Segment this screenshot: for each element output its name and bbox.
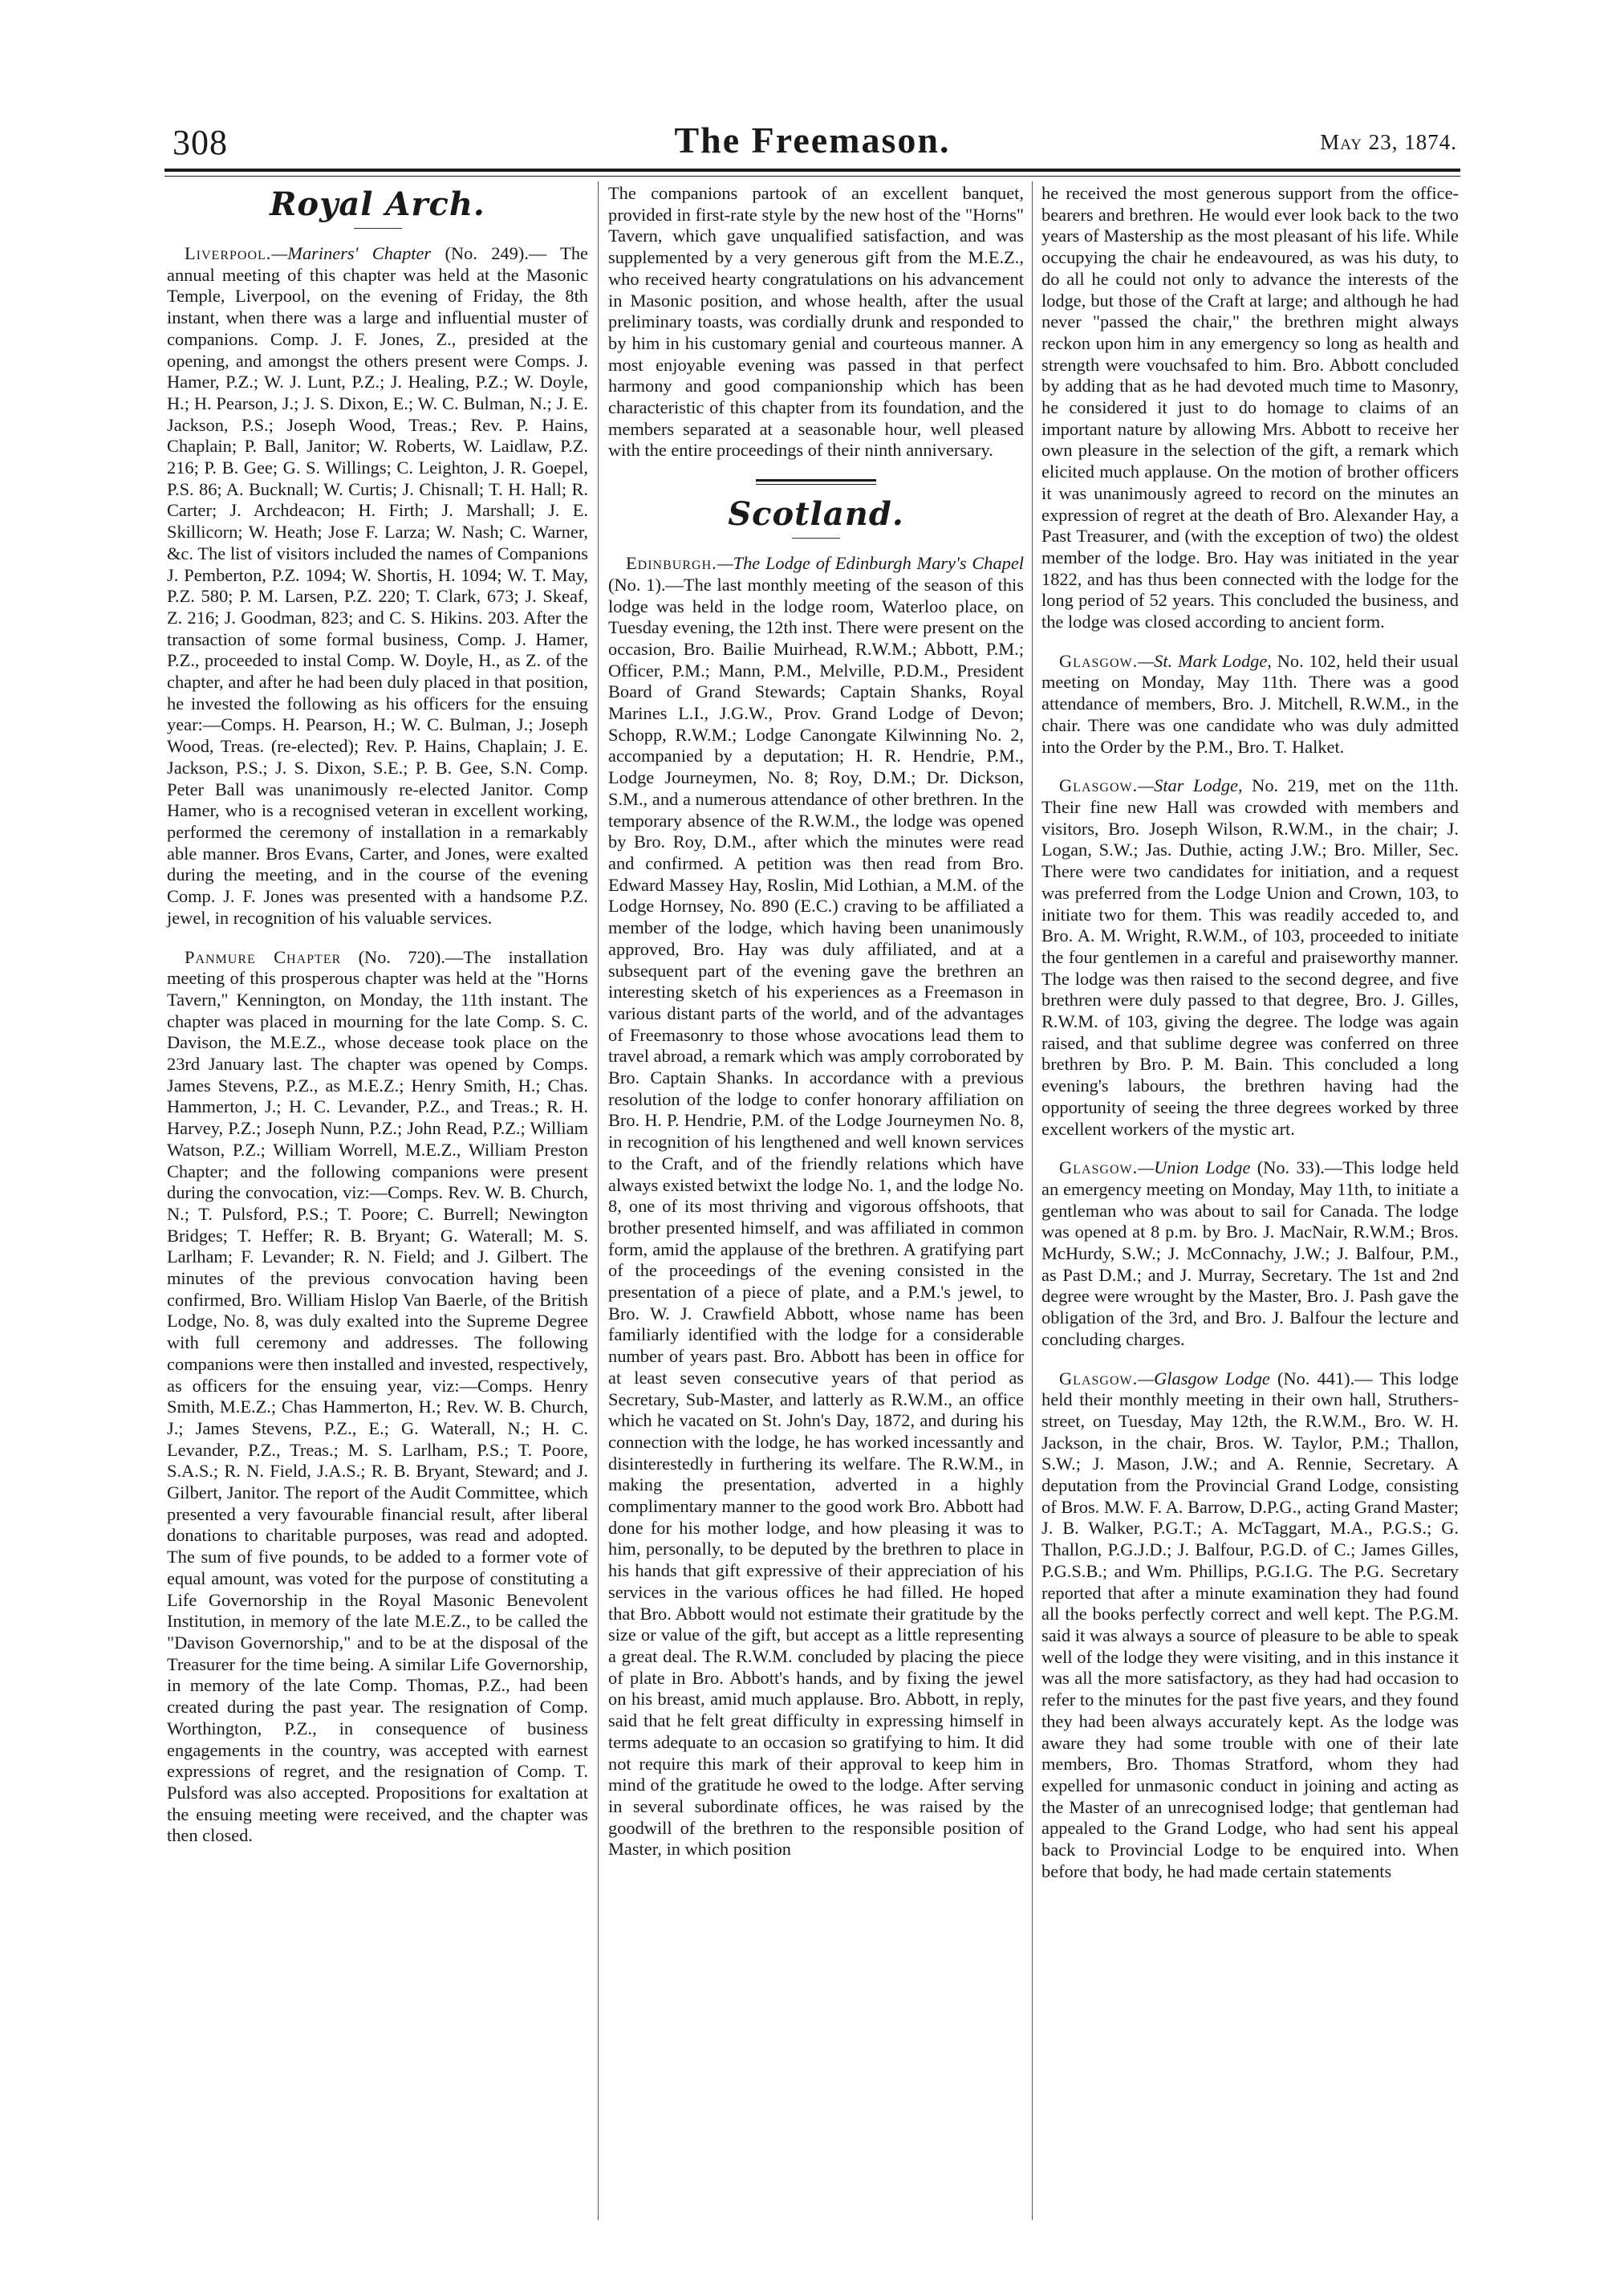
article-body: No. 219, met on the 11th. Their fine new Hall was crowded with members and visitors, Bro. Joseph Wilson, R.W.M., in the chair; J. Logan, S.W.; Jas. Duthie, acting J.W.; Bro. Miller, Sec. There were two candidates for initiation, and a request was preferred from the Lodge Union and Crown, 103, to initiate two for them. This was readily acceded to, and Bro. A. M. Wright, R.W.M., of 103, proceeded to initiate the four gentlemen in a careful and praiseworthy manner. The lodge was then raised to the second degree, and five brethren were duly passed to that degree, Bro. J. Gilles, R.W.M. of 103, giving the degree. The lodge was again raised, and that sublime degree was conferred on three brethren by Bro. P. M. Bain. This concluded a long evening's labours, the brethren having had the opportunity of seeing the three degrees worked by three excellent workers of the mystic art. (1041, 775, 1459, 1139)
article-glasgow-lodge (1041, 1368, 1459, 1883)
article-glasgow-union-lodge (1041, 1157, 1459, 1350)
column-divider-1 (598, 181, 599, 2220)
masthead-title: The Freemason. (674, 120, 951, 161)
lodge-name: —The Lodge of Edinburgh Mary's Chapel (717, 553, 1024, 574)
section-title-rule (792, 538, 840, 539)
issue-date: May 23, 1874. (1320, 130, 1457, 154)
chapter-name: Panmure Chapter (185, 946, 342, 967)
article-body: (No. 720).—The installation meeting of this prosperous chapter was held at the "Horns Tavern," Kennington, on Monday, the 11th instant. The chapter was placed in mourning for the late Comp. S. C. Davison, the M.E.Z., whose decease took place on the 23rd January last. The chapter was opened by Comps. James Stevens, P.Z., as M.E.Z.; Henry Smith, H.; Chas. Hammerton, J.; H. C. Levander, P.Z., and Treas.; R. H. Harvey, P.Z.; Joseph Nunn, P.Z.; John Read, P.Z.; William Watson, P.Z.; William Worrell, M.E.Z., William Preston Chapter; and the following companions were present during the convocation, viz:—Comps. Rev. W. B. Church, N.; T. Pulsford, P.S.; T. Poore; C. Burrell; Newington Bridges; T. Heffer; R. B. Bryant; G. Waterall; M. S. Larlham; F. Levander; R. N. Field; and J. Gilbert. The minutes of the previous convocation having been confirmed, Bro. William Hislop Van Baerle, of the British Lodge, No. 8, was duly exalted into the Supreme Degree with full ceremony and addresses. The following companions were then installed and invested, respectively, as officers for the ensuing year, viz:—Comps. Henry Smith, M.E.Z.; Chas Hammerton, H.; Rev. W. B. Church, J.; James Stevens, P.Z., E.; G. Waterall, N.; H. C. Levander, P.Z., Treas.; M. S. Larlham, P.S.; T. Poore, S.A.S.; R. N. Field, J.A.S.; R. B. Bryant, Steward; and J. Gilbert, Janitor. The report of the Audit Committee, which presented a very favourable financial result, after liberal donations to charitable purposes, was read and adopted. The sum of five pounds, to be added to a former vote of equal amount, was voted for the purpose of constituting a Life Governorship in the Royal Masonic Benevolent Institution, in memory of the late M.E.Z., to be called the "Davison Governorship," and to be at the disposal of the Treasurer for the time being. A similar Life Governorship, in memory of the late Comp. Thomas, P.Z., had been created during the past year. The resignation of Comp. Worthington, P.Z., in consequence of business engagements in the country, was accepted with earnest expressions of regret, and the resignation of Comp. T. Pulsford was also accepted. Propositions for exaltation at the ensuing meeting were received, and the chapter was then closed. (167, 946, 588, 1846)
place-name: Glasgow. (1059, 1368, 1139, 1389)
header-rule-thin (164, 176, 1460, 177)
lodge-name: —Union Lodge (1138, 1157, 1251, 1178)
column-3 (1041, 183, 1459, 1882)
section-divider-thin (756, 484, 876, 485)
column-divider-2 (1032, 181, 1033, 2220)
place-name: Glasgow. (1059, 1157, 1139, 1178)
article-body: (No. 33).—This lodge held an emergency meeting on Monday, May 11th, to initiate a gentleman who was about to sail for Canada. The lodge was opened at 8 p.m. by Bro. J. MacNair, R.W.M.; Bros. McHurdy, S.W.; J. McConnachy, J.W.; J. Balfour, P.M., as Past D.M.; and J. Murray, Secretary. The 1st and 2nd degree were wrought by the Master, Bro. J. Pash gave the obligation of the 3rd, and Bro. J. Balfour the lecture and concluding charges. (1041, 1157, 1460, 1349)
place-name: Glasgow. (1059, 650, 1139, 671)
section-title-scotland: Scotland. (728, 495, 904, 534)
lodge-name: —St. Mark Lodge, (1138, 650, 1272, 671)
article-panmure-chapter (167, 947, 588, 1848)
article-body: (No. 249).— The annual meeting of this chapter was held at the Masonic Temple, Liverpool, on the evening of Friday, the 8th instant, when there was a large and influential muster of companions. Comp. J. F. Jones, Z., presided at the opening, and amongst the others present were Comps. J. Hamer, P.Z.; W. J. Lunt, P.Z.; J. Healing, P.Z.; W. Doyle, H.; H. Pearson, J.; J. S. Dixon, E.; W. C. Bulman, N.; J. E. Jackson, P.S.; Joseph Wood, Treas.; Rev. P. Hains, Chaplain; P. Ball, Janitor; W. Roberts, W. Laidlaw, P.Z. 216; P. B. Gee; G. S. Willings; C. Leighton, J. R. Goepel, P.S. 86; A. Bucknall; W. Curtis; J. Chisnall; T. H. Hall; R. Carter; J. Archdeacon; H. Firth; J. Marshall; J. E. Skillicorn; W. Heath; Jose F. Larza; W. Nash; C. Warner, &c. The list of visitors included the names of Companions J. Pemberton, P.Z. 1094; W. Shortis, H. 1094; W. T. May, P.Z. 580; P. M. Larsen, P.Z. 220; T. Clark, 673; J. Skeaf, Z. 216; J. Goodman, 823; and C. S. Hikins. 203. After the transaction of some formal business, Comp. J. Hamer, P.Z., proceeded to instal Comp. W. Doyle, H., as Z. of the chapter, and after he had been duly placed in that position, he invested the following as his officers for the ensuing year:—Comps. H. Pearson, H.; W. C. Bulman, J.; Joseph Wood, Treas. (re-elected); Rev. P. Hains, Chaplain; J. E. Jackson, P.S.; J. S. Dixon, S.E.; P. B. Gee, S.N. Comp. Peter Ball was unanimously re-elected Janitor. Comp Hamer, who is a recognised veteran in excellent working, performed the ceremony of installation in a remarkably able manner. Bros Evans, Carter, and Jones, were exalted during the meeting, and in the course of the evening Comp. J. F. Jones was presented with a handsome P.Z. jewel, in recognition of his valuable services. (167, 243, 588, 928)
article-edinburgh-continued: he received the most generous support from the office-bearers and brethren. He would ever look back to the two years of Mastership as the most pleasant of his life. While occupying the chair he endeavoured, as was his duty, to do all he could not only to advance the interests of the lodge, but those of the Craft at large; and although he had never "passed the chair," the brethren might always reckon upon him in any emergency so long as health and strength were vouchsafed to him. Bro. Abbott concluded by adding that as he had devoted much time to Masonry, he considered it just to do homage to claims of an important nature by allowing Mrs. Abbott to receive her own pleasure in the selection of the gift, a remark which elicited much applause. On the motion of brother officers it was unanimously agreed to record on the minutes an expression of regret at the death of Bro. Alexander Hay, a Past Treasurer, and (with the exception of two) the oldest member of the lodge. Bro. Hay was initiated in the year 1822, and has thus been connected with the lodge for the long period of 52 years. This concluded the business, and the lodge was closed according to ancient form. (1041, 183, 1459, 632)
article-edinburgh-marys-chapel (608, 553, 1024, 1860)
article-liverpool-mariners-chapter (167, 243, 588, 929)
lodge-name: —Glasgow Lodge (1138, 1368, 1270, 1389)
place-name: Edinburgh. (626, 553, 717, 574)
place-name: Glasgow. (1059, 775, 1139, 796)
section-title-royal-arch: Royal Arch. (270, 185, 485, 223)
page-number: 308 (173, 123, 228, 162)
place-name: Liverpool. (185, 243, 272, 263)
page-header (164, 119, 1460, 167)
article-glasgow-star-lodge (1041, 775, 1459, 1140)
column-1 (167, 183, 588, 1864)
chapter-name: —Mariners' Chapter (271, 243, 432, 263)
section-title-rule (354, 228, 402, 229)
article-body: (No. 441).— This lodge held their monthly meeting in their own hall, Struthers-street, on Tuesday, May 12th, the R.W.M., Bro. W. H. Jackson, in the chair, Bros. W. Taylor, P.M.; Thallon, S.W.; J. Mason, J.W.; and A. Rennie, Secretary. A deputation from the Provincial Grand Lodge, consisting of Bros. M.W. F. A. Barrow, D.P.G., acting Grand Master; J. B. Walker, P.G.T.; A. McTaggart, M.A., P.G.S.; G. Thallon, P.G.J.D.; J. Balfour, P.G.D. of C.; James Gilles, P.G.S.B.; and Wm. Phillips, P.G.I.G. The P.G. Secretary reported that after a minute examination they had found all the books perfectly correct and well kept. The P.G.M. said it was always a source of pleasure to be able to speak well of the lodge they were visiting, and in this instance it was all the more satisfactory, as they had had occasion to refer to the minutes for the past five years, and they found they had been always accurately kept. As the lodge was aware they had some trouble with one of their late members, Bro. Thomas Stratford, whom they had expelled for unmasonic conduct in joining and acting as the Master of an unrecognised lodge; that gentleman had appealed to the Grand Lodge, who had sent his appeal back to Provincial Lodge to be enquired into. When before that body, he had made certain statements (1041, 1368, 1459, 1881)
section-divider-thick (756, 479, 876, 482)
header-rule-thick (164, 169, 1460, 172)
article-body: (No. 1).—The last monthly meeting of the season of this lodge was held in the lodge room, Waterloo place, on Tuesday evening, the 12th inst. There were present on the occasion, Bro. Bailie Muirhead, R.W.M.; Abbott, P.M.; Officer, P.M.; Mann, P.M., Melville, P.D.M., President Board of Grand Stewards; Captain Shanks, Royal Marines L.I., J.G.W., Prov. Grand Lodge of Devon; Schopp, R.W.M.; Lodge Canongate Kilwinning No. 2, accompanied by a deputation; H. R. Hendrie, P.M., Lodge Journeymen, No. 8; Roy, D.M.; Dr. Dickson, S.M., and a numerous attendance of other brethren. In the temporary absence of the R.W.M., the lodge was opened by Bro. Roy, D.M., after which the minutes were read and confirmed. A petition was then read from Bro. Edward Massey Hay, Roslin, Mid Lothian, a M.M. of the Lodge Hornsey, No. 890 (E.C.) craving to be affiliated a member of the lodge, which having been unanimously approved, Bro. Hay was duly affiliated, and at a subsequent part of the evening gave the brethren an interesting sketch of his experiences as a Freemason in various distant parts of the world, and of the advantages of Freemasonry to those whose avocations lead them to travel abroad, a remark which was amply corroborated by Bro. Captain Shanks. In accordance with a previous resolution of the lodge to confer honorary affiliation on Bro. H. P. Hendrie, P.M. of the Lodge Journeymen No. 8, in recognition of his lengthened and well known services to the Craft, and of the friendly relations which have always existed betwixt the lodge No. 1, and the lodge No. 8, one of its most thriving and vigorous offshoots, that brother presented himself, and was affiliated in common form, amid the applause of the brethren. A gratifying part of the proceedings of the evening consisted in the presentation of a piece of plate, and a P.M.'s jewel, to Bro. W. J. Crawfield Abbott, whose name has been familiarly identified with the lodge for a considerable number of years past. Bro. Abbott has been in office for at least seven consecutive years of that period as Secretary, Sub-Master, and latterly as R.W.M., an office which he vacated on St. John's Day, 1872, and during his connection with the lodge, he has worked incessantly and disinterestedly in furthering its welfare. The R.W.M., in making the presentation, adverted in a highly complimentary manner to the good work Bro. Abbott had done for his mother lodge, and how pleasing it was to him, personally, to be deputed by the brethren to place in his hands that gift expressive of their appreciation of his services in the various offices he had filled. He hoped that Bro. Abbott would not estimate their gratitude by the size or value of the gift, but accept as a little representing a great deal. The R.W.M. concluded by placing the piece of plate in Bro. Abbott's hands, and by fixing the jewel on his breast, amid much applause. Bro. Abbott, in reply, said that he felt great difficulty in expressing himself in terms adequate to an occasion so gratifying to him. It did not require this mark of their approval to keep him in mind of the gratitude he owed to the lodge. After serving in several subordinate offices, he was raised by the goodwill of the brethren to the responsible position of Master, in which position (608, 574, 1024, 1860)
article-panmure-banquet-continued: The companions partook of an excellent banquet, provided in first-rate style by the new host of the "Horns" Tavern, which gave unqualified satisfaction, and was supplemented by a very generous gift from the M.E.Z., who received hearty congratulations on his advancement in Masonic position, and whose health, after the usual preliminary toasts, was cordially drunk and responded to by him in his customary genial and courteous manner. A most enjoyable evening was passed in that perfect harmony and good companionship which has been characteristic of this chapter from its foundation, and the members separated at a seasonable hour, well pleased with the entire proceedings of their ninth anniversary. (608, 183, 1024, 461)
column-2 (608, 183, 1024, 1878)
article-glasgow-st-mark-lodge (1041, 651, 1459, 758)
lodge-name: —Star Lodge, (1138, 775, 1243, 796)
article-body: No. 102, held their usual meeting on Monday, May 11th. There was a good attendance of members, Bro. J. Mitchell, R.W.M., in the chair. There was one candidate who was duly admitted into the Order by the P.M., Bro. T. Halket. (1041, 650, 1459, 757)
